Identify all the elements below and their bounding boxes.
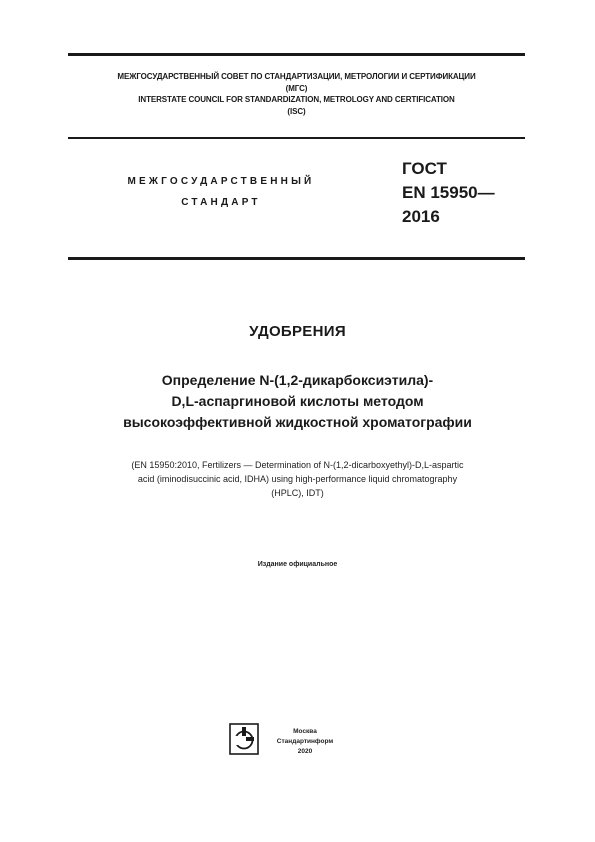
gost-number: EN 15950— [402, 183, 495, 202]
standard-kind-line1: МЕЖГОСУДАРСТВЕННЫЙ [127, 176, 315, 187]
document-subtitle [40, 370, 555, 433]
standard-kind [95, 171, 347, 213]
official-edition-label: Издание официальное [257, 561, 338, 568]
standartinform-logo-icon [229, 723, 259, 755]
subtitle-line1: Определение N-(1,2-дикарбоксиэтила)- [161, 372, 434, 388]
gost-designation [402, 157, 495, 229]
middle-rule [68, 137, 525, 139]
publisher-year: 2020 [297, 748, 313, 755]
en-reference-line1: (EN 15950:2010, Fertilizers — Determination of N-(1,2-dicarboxyethyl)-D,L-aspartic [131, 460, 464, 470]
top-rule [68, 53, 525, 56]
en-reference-line2: acid (iminodisuccinic acid, IDHA) using high-performance liquid chromatography [137, 474, 458, 484]
subtitle-line3: высокоэффективной жидкостной хроматографии [123, 414, 472, 430]
publisher-city: Москва [293, 728, 317, 735]
council-header [68, 71, 525, 117]
bottom-rule [68, 257, 525, 260]
standard-kind-line2: СТАНДАРТ [181, 197, 261, 208]
publisher-block [276, 727, 334, 757]
document-title: УДОБРЕНИЯ [249, 323, 346, 340]
publisher-name: Стандартинформ [276, 738, 334, 745]
council-ru-abbr: (МГС) [285, 83, 308, 93]
gost-label: ГОСТ [402, 159, 447, 178]
subtitle-line2: D,L-аспаргиновой кислоты методом [171, 393, 424, 409]
council-en-abbr: (ISC) [287, 106, 306, 116]
en-reference [30, 458, 565, 500]
council-ru-line: МЕЖГОСУДАРСТВЕННЫЙ СОВЕТ ПО СТАНДАРТИЗАЦИИ, МЕТРОЛОГИИ И СЕРТИФИКАЦИИ [117, 72, 476, 81]
gost-year: 2016 [402, 207, 440, 226]
council-en-line: INTERSTATE COUNCIL FOR STANDARDIZATION, METROLOGY AND CERTIFICATION [138, 95, 455, 104]
en-reference-line3: (HPLC), IDT) [271, 488, 324, 498]
